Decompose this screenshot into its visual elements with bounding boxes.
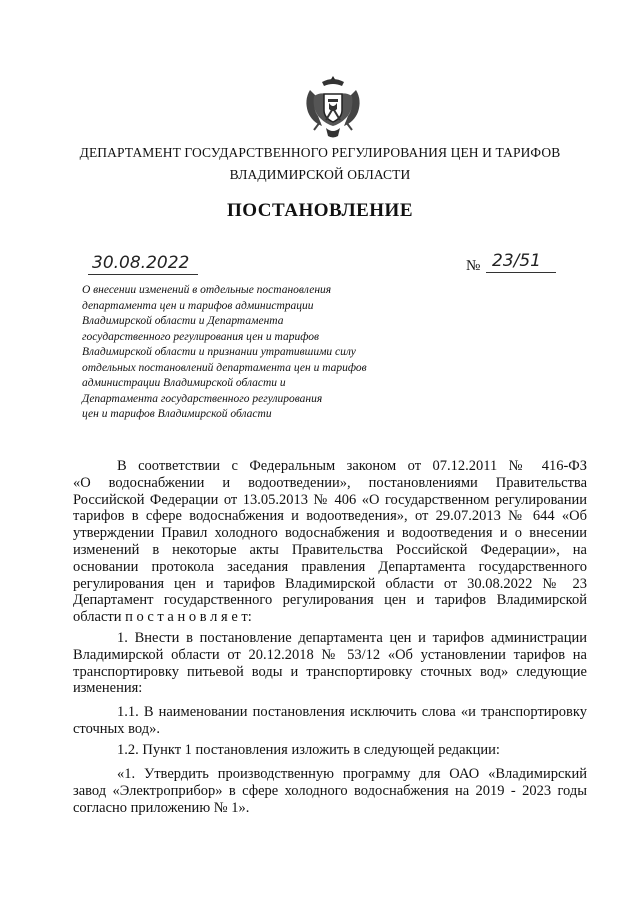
text-line: тарифов в сфере водоснабжения и водоотведения», от 29.07.2013 № 644 «Об — [73, 508, 587, 525]
subject-line: цен и тарифов Владимирской области — [82, 408, 272, 420]
text-line: транспортировку питьевой воды и транспортировку сточных вод» следующие — [73, 663, 587, 680]
text-line: основании протокола заседания правления Департамента государственного — [73, 558, 587, 575]
text-line: 1.1. В наименовании постановления исключить слова «и транспортировку — [117, 704, 587, 720]
text-line: сточных вод». — [73, 720, 160, 737]
text-line: 1. Внести в постановление департамента цен и тарифов администрации — [117, 630, 587, 646]
item-1-1-paragraph — [73, 704, 587, 738]
coat-of-arms-emblem — [302, 72, 364, 142]
department-name-line1: ДЕПАРТАМЕНТ ГОСУДАРСТВЕННОГО РЕГУЛИРОВАНИЯ ЦЕН И ТАРИФОВ — [79, 145, 561, 160]
item-1-2-paragraph — [73, 742, 587, 759]
text-line: «О водоснабжении и водоотведении», постановлениями Правительства — [73, 474, 587, 491]
subject-line: О внесении изменений в отдельные постановления — [82, 284, 332, 296]
document-title: ПОСТАНОВЛЕНИЕ — [226, 200, 414, 221]
preamble-paragraph — [73, 458, 587, 626]
department-name-line2: ВЛАДИМИРСКОЙ ОБЛАСТИ — [229, 167, 411, 182]
text-line: изменения: — [73, 680, 143, 697]
document-number: 23/51 — [492, 251, 541, 271]
subject-line: департамента цен и тарифов администрации — [82, 299, 314, 312]
text-line: «1. Утвердить производственную программу для ОАО «Владимирский — [117, 766, 587, 782]
subject-line: Владимирской области и Департамента — [82, 315, 284, 327]
document-date: 30.08.2022 — [92, 253, 190, 273]
text-line: утверждении Правил холодного водоснабжения и водоотведения и о внесении — [73, 525, 587, 542]
text-line: Департамент государственного регулирования цен и тарифов Владимирской — [73, 592, 587, 609]
text-line: Российской Федерации от 13.05.2013 № 406 «О государственном регулировании — [73, 491, 587, 508]
text-line: завод «Электроприбор» в сфере холодного водоснабжения на 2019 - 2023 годы — [73, 782, 587, 799]
number-underline — [486, 272, 556, 273]
text-line: В соответствии с Федеральным законом от 07.12.2011 № 416-ФЗ — [117, 458, 587, 474]
text-line: 1.2. Пункт 1 постановления изложить в следующей редакции: — [117, 742, 500, 758]
item-1-paragraph — [73, 630, 587, 697]
number-label: № — [466, 258, 481, 274]
subject-line: администрации Владимирской области и — [82, 377, 286, 389]
subject-line: Департамента государственного регулирования — [82, 392, 323, 405]
date-underline — [88, 274, 198, 275]
subject-block — [82, 283, 402, 423]
text-line: Владимирской области от 20.12.2018 № 53/12 «Об установлении тарифов на — [73, 646, 587, 663]
new-wording-paragraph — [73, 766, 587, 816]
subject-line: Владимирской области и признании утратившими силу — [82, 346, 356, 358]
text-line: регулирования цен и тарифов Владимирской области от 30.08.2022 № 23 — [73, 575, 587, 592]
text-line: области п о с т а н о в л я е т: — [73, 609, 252, 626]
text-line: изменений в некоторые акты Правительства Российской Федерации», на — [73, 541, 587, 558]
subject-line: государственного регулирования цен и тарифов — [82, 330, 319, 343]
text-line: согласно приложению № 1». — [73, 799, 250, 816]
subject-line: отдельных постановлений департамента цен и тарифов — [82, 361, 367, 374]
